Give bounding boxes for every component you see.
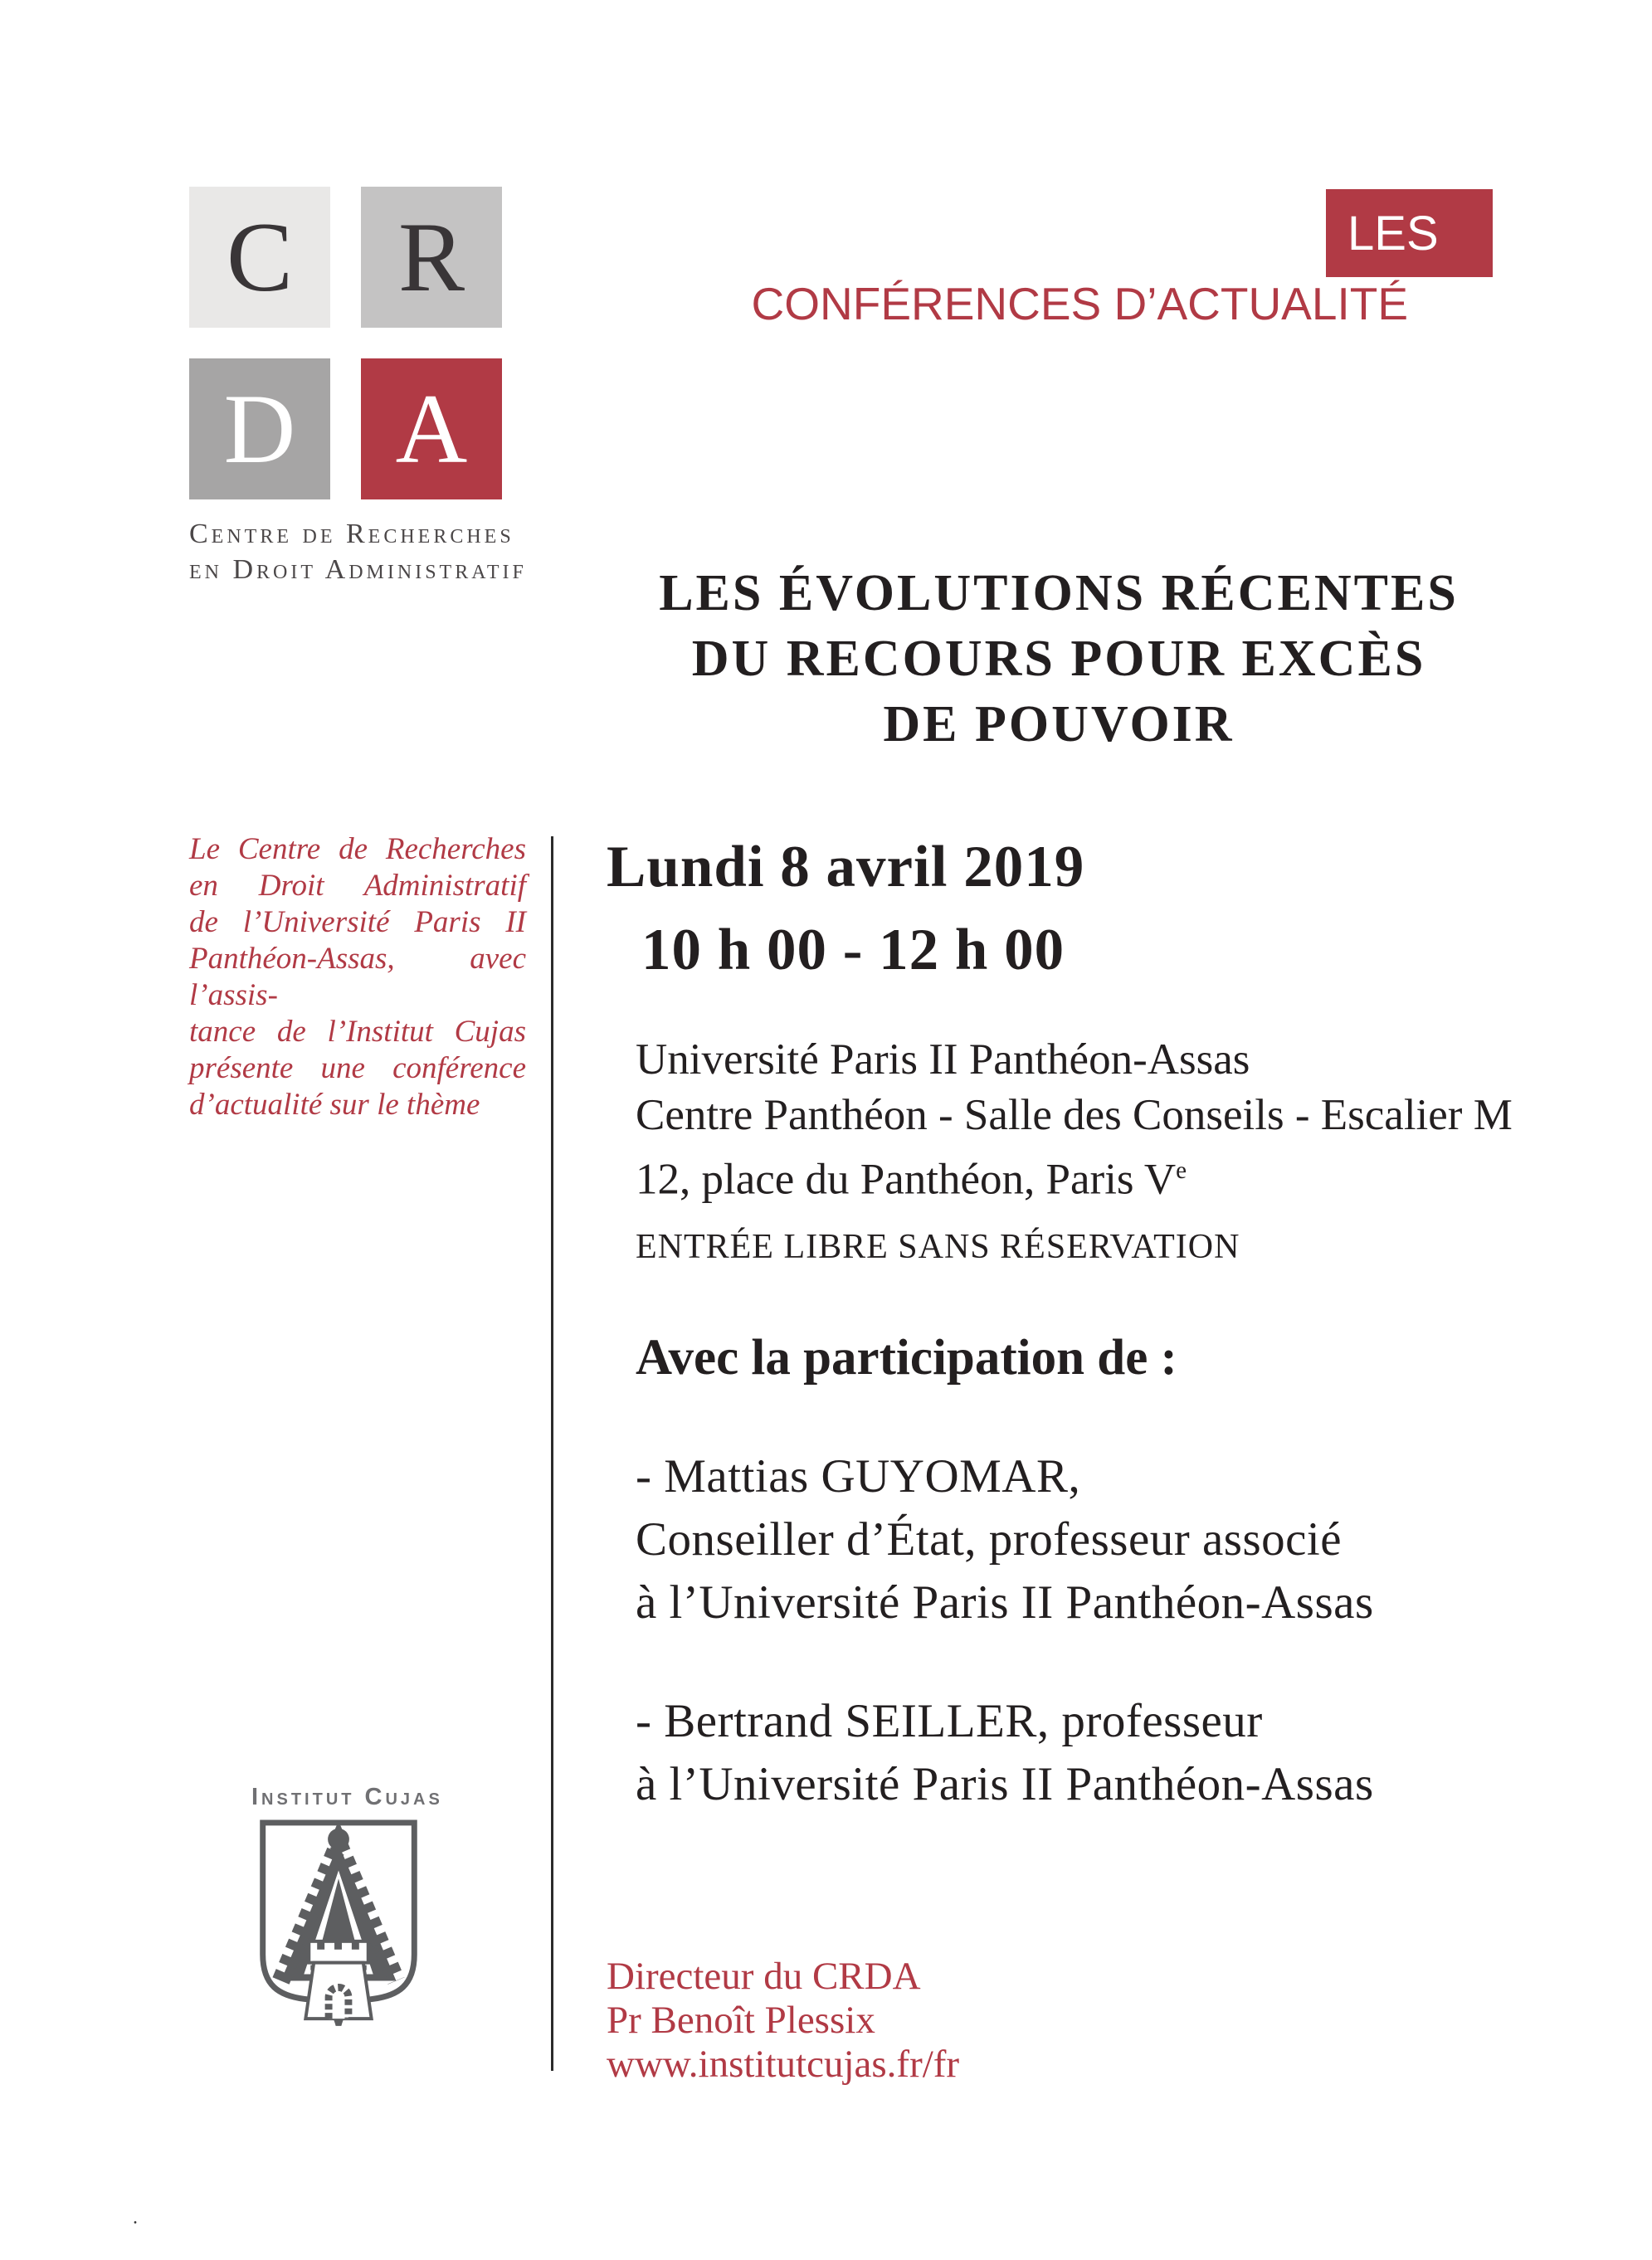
venue-line-2: Centre Panthéon - Salle des Conseils - Escalier M bbox=[636, 1091, 1513, 1139]
venue-address-superscript: e bbox=[1176, 1157, 1187, 1184]
venue-line-3 bbox=[636, 1143, 1513, 1208]
venue-block bbox=[636, 1032, 1513, 1275]
free-entry-note: ENTRÉE LIBRE SANS RÉSERVATION bbox=[636, 1227, 1240, 1266]
title-line-3: DE POUVOIR bbox=[883, 696, 1235, 753]
footer-block bbox=[607, 1955, 959, 2087]
event-date: Lundi 8 avril 2019 bbox=[607, 835, 1085, 899]
intro-line-5: tance de l’Institut Cujas bbox=[189, 1015, 526, 1049]
crda-logo-letter-r: R bbox=[361, 187, 502, 328]
crda-logo bbox=[189, 187, 538, 587]
intro-line-3: de l’Université Paris II bbox=[189, 905, 526, 939]
intro-line-2: en Droit Administratif bbox=[189, 869, 526, 903]
speaker-2-name: - Bertrand SEILLER, professeur bbox=[636, 1695, 1263, 1747]
intro-line-1: Le Centre de Recherches bbox=[189, 832, 526, 866]
event-time: 10 h 00 - 12 h 00 bbox=[641, 918, 1065, 982]
crda-caption-line-2: en Droit Administratif bbox=[189, 554, 527, 585]
footer-website: www.institutcujas.fr/fr bbox=[607, 2043, 960, 2086]
series-label-box bbox=[1326, 189, 1493, 277]
intro-paragraph bbox=[189, 831, 526, 1123]
stray-mark: . bbox=[133, 2207, 138, 2228]
series-label: LES bbox=[1347, 206, 1439, 261]
speaker-1 bbox=[636, 1445, 1374, 1634]
speaker-1-role: Conseiller d’État, professeur associé bbox=[636, 1513, 1343, 1566]
venue-address: 12, place du Panthéon, Paris V bbox=[636, 1155, 1177, 1204]
crda-logo-letter-c: C bbox=[189, 187, 330, 328]
crda-logo-letter-d: D bbox=[189, 358, 330, 499]
institut-cujas-caption: Institut Cujas bbox=[251, 1784, 443, 1810]
title-line-2: DU RECOURS POUR EXCÈS bbox=[691, 631, 1426, 687]
institut-cujas-crest-icon bbox=[256, 1818, 422, 2032]
series-title: CONFÉRENCES D’ACTUALITÉ bbox=[751, 278, 1408, 329]
intro-line-4: Panthéon-Assas, avec l’assis- bbox=[189, 942, 526, 1012]
speaker-1-affiliation: à l’Université Paris II Panthéon-Assas bbox=[636, 1576, 1374, 1629]
crda-logo-caption bbox=[189, 516, 538, 587]
footer-director-title: Directeur du CRDA bbox=[607, 1955, 921, 1998]
speaker-2-affiliation: à l’Université Paris II Panthéon-Assas bbox=[636, 1758, 1374, 1810]
speaker-2 bbox=[636, 1690, 1374, 1816]
vertical-divider bbox=[551, 836, 553, 2071]
schedule-block bbox=[607, 826, 1084, 991]
crda-logo-letter-a: A bbox=[361, 358, 502, 499]
conference-title bbox=[553, 561, 1565, 757]
institut-cujas-logo bbox=[251, 1784, 443, 2032]
crda-caption-line-1: Centre de Recherches bbox=[189, 519, 514, 549]
speaker-1-name: - Mattias GUYOMAR, bbox=[636, 1450, 1081, 1503]
intro-line-6: présente une conférence bbox=[189, 1051, 526, 1085]
participation-heading: Avec la participation de : bbox=[636, 1330, 1177, 1386]
footer-director-name: Pr Benoît Plessix bbox=[607, 1999, 875, 2042]
venue-line-1: Université Paris II Panthéon-Assas bbox=[636, 1035, 1250, 1084]
title-line-1: LES ÉVOLUTIONS RÉCENTES bbox=[659, 565, 1459, 621]
intro-line-7: d’actualité sur le thème bbox=[189, 1088, 480, 1122]
crda-logo-grid bbox=[189, 187, 538, 499]
